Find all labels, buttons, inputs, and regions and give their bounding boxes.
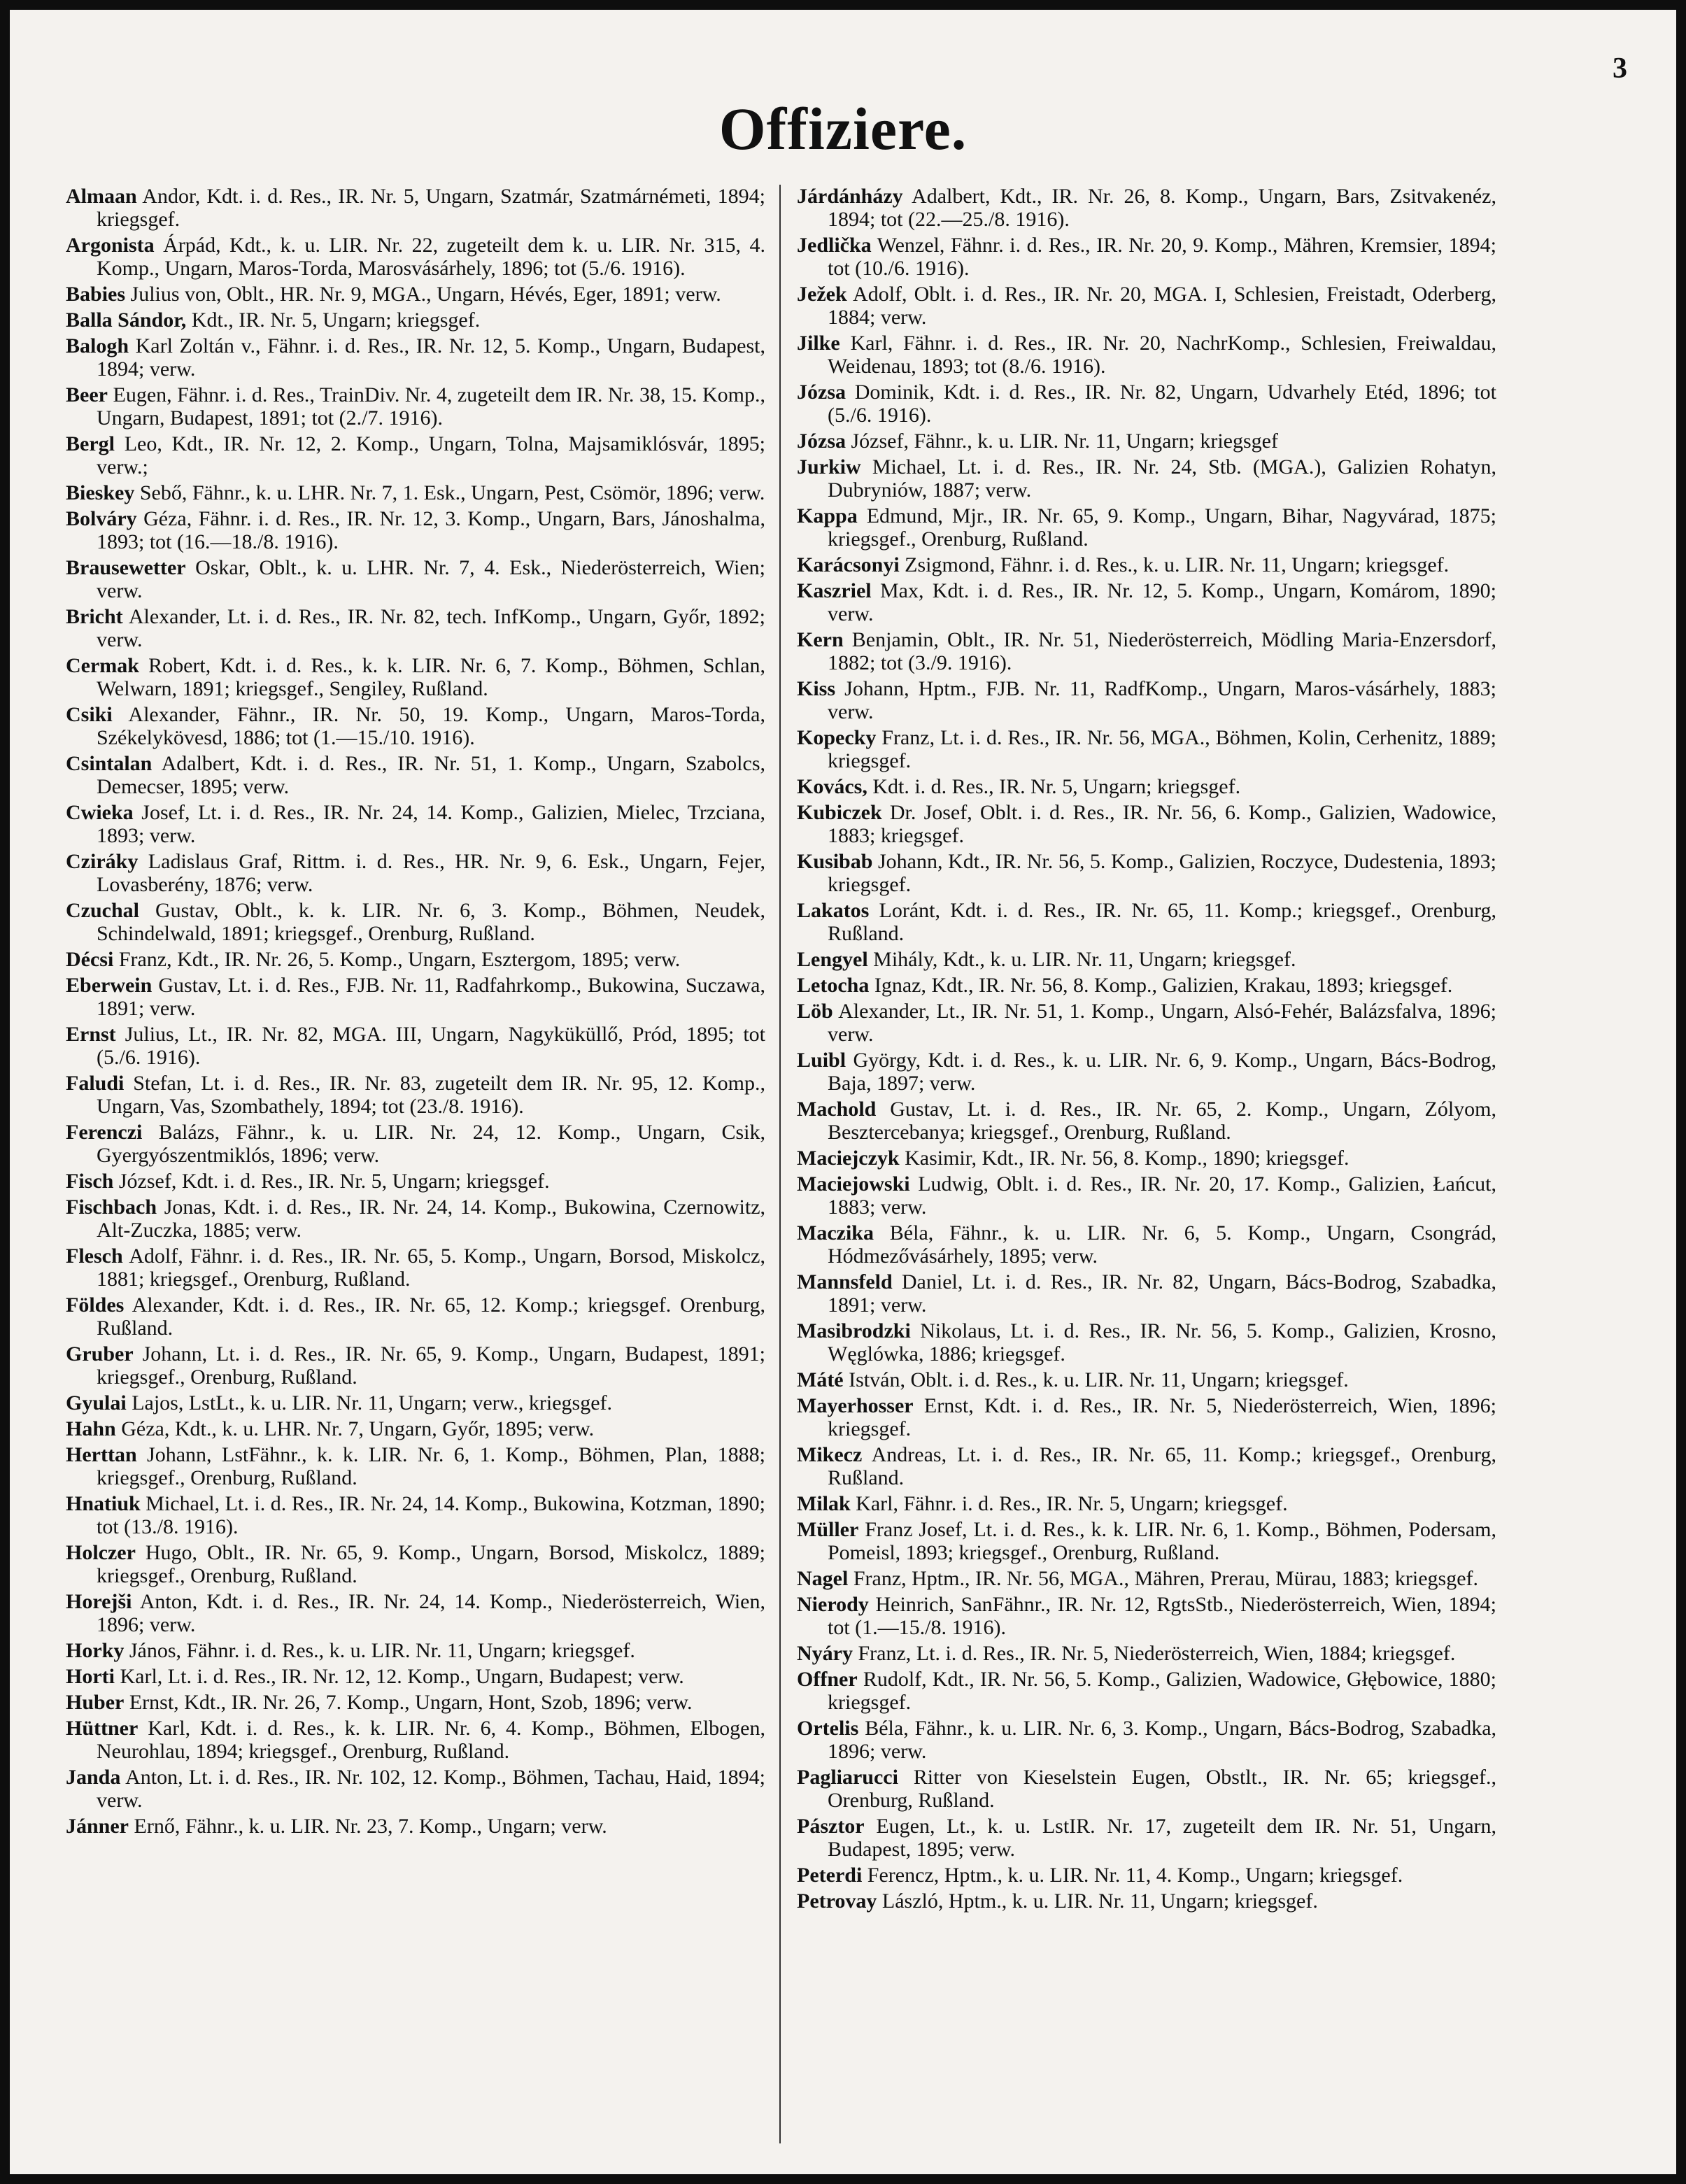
officer-entry: [797, 234, 1496, 280]
officer-details: Zsigmond, Fähnr. i. d. Res., k. u. LIR. Nr. 11, Ungarn; kriegsgef.: [905, 553, 1450, 576]
officer-surname: Gruber: [66, 1342, 134, 1366]
officer-entry: [797, 1717, 1496, 1763]
officer-entry: [797, 455, 1496, 502]
officer-entry: [66, 1639, 765, 1662]
officer-entry: [797, 283, 1496, 329]
officer-surname: Bolváry: [66, 507, 137, 530]
officer-details: Alexander, Fähnr., IR. Nr. 50, 19. Komp., Ungarn, Maros-Torda, Székelykövesd, 1886; tot (1.—15./10. 1916).: [97, 703, 765, 749]
officer-details: Adalbert, Kdt. i. d. Res., IR. Nr. 51, 1. Komp., Ungarn, Szabolcs, Demecser, 1895; verw.: [97, 752, 765, 798]
officer-details: Julius, Lt., IR. Nr. 82, MGA. III, Ungarn, Nagyküküllő, Pród, 1895; tot (5./6. 1916).: [97, 1023, 765, 1069]
officer-surname: Almaan: [66, 185, 137, 208]
officer-details: Leo, Kdt., IR. Nr. 12, 2. Komp., Ungarn, Tolna, Majsamiklósvár, 1895; verw.;: [97, 432, 765, 478]
officer-surname: Pásztor: [797, 1815, 865, 1838]
officer-surname: Kovács,: [797, 775, 867, 798]
officer-entry: [797, 1172, 1496, 1219]
officer-details: Ignaz, Kdt., IR. Nr. 56, 8. Komp., Galizien, Krakau, 1893; kriegsgef.: [874, 974, 1453, 997]
officer-entry: [66, 801, 765, 847]
officer-entry: [797, 1864, 1496, 1887]
officer-entry: [66, 654, 765, 700]
officer-details: Adalbert, Kdt., IR. Nr. 26, 8. Komp., Ungarn, Bars, Zsitvakenéz, 1894; tot (22.—25./8. 1916).: [828, 185, 1496, 231]
officer-surname: Fischbach: [66, 1196, 157, 1219]
officer-entry: [66, 1417, 765, 1440]
officer-entry: [66, 1023, 765, 1069]
officer-surname: Hahn: [66, 1417, 116, 1440]
officer-entry: [797, 1270, 1496, 1317]
officer-surname: Peterdi: [797, 1864, 863, 1887]
officer-details: Johann, Hptm., FJB. Nr. 11, RadfKomp., Ungarn, Maros-vásárhely, 1883; verw.: [828, 677, 1496, 723]
right-column: [797, 185, 1496, 2164]
officer-entry: [797, 1098, 1496, 1144]
officer-surname: Ferenczi: [66, 1121, 143, 1144]
officer-details: Dominik, Kdt. i. d. Res., IR. Nr. 82, Ungarn, Udvarhely Etéd, 1896; tot (5./6. 1916).: [828, 381, 1496, 427]
officer-entry: [797, 974, 1496, 997]
officer-surname: Maczika: [797, 1221, 874, 1245]
officer-entry: [66, 1541, 765, 1587]
officer-entry: [66, 1121, 765, 1167]
officer-entry: [66, 1072, 765, 1118]
officer-details: Max, Kdt. i. d. Res., IR. Nr. 12, 5. Komp., Ungarn, Komárom, 1890; verw.: [828, 579, 1496, 625]
officer-entry: [797, 1147, 1496, 1170]
officer-details: Gustav, Lt. i. d. Res., FJB. Nr. 11, Radfahrkomp., Bukowina, Suczawa, 1891; verw.: [97, 974, 765, 1020]
officer-surname: Józsa: [797, 381, 846, 404]
officer-details: Franz Josef, Lt. i. d. Res., k. k. LIR. Nr. 6, 1. Komp., Böhmen, Podersam, Pomeisl, 1893; kriegsgef., Orenburg, Rußland.: [828, 1518, 1496, 1564]
officer-surname: Lakatos: [797, 899, 870, 922]
officer-surname: Ježek: [797, 283, 847, 306]
officer-details: Michael, Lt. i. d. Res., IR. Nr. 24, Stb. (MGA.), Galizien Rohatyn, Dubryniów, 1887; verw.: [828, 455, 1496, 502]
officer-entry: [66, 185, 765, 231]
officer-surname: Bieskey: [66, 481, 135, 504]
officer-entry: [66, 1590, 765, 1636]
officer-surname: Brausewetter: [66, 556, 186, 579]
officer-entry: [66, 1665, 765, 1688]
officer-details: Nikolaus, Lt. i. d. Res., IR. Nr. 56, 5. Komp., Galizien, Krosno, Węglówka, 1886; kriegsgef.: [828, 1319, 1496, 1366]
officer-surname: Janda: [66, 1766, 121, 1789]
officer-entry: [797, 1668, 1496, 1714]
officer-details: László, Hptm., k. u. LIR. Nr. 11, Ungarn; kriegsgef.: [881, 1889, 1318, 1913]
officer-details: Gustav, Lt. i. d. Res., IR. Nr. 65, 2. Komp., Ungarn, Zólyom, Besztercebanya; kriegsgef., Orenburg, Rußland.: [828, 1098, 1496, 1144]
officer-entry: [797, 332, 1496, 378]
officer-entry: [66, 1717, 765, 1763]
officer-details: Adolf, Fähnr. i. d. Res., IR. Nr. 65, 5. Komp., Ungarn, Borsod, Miskolcz, 1881; kriegsgef., Orenburg, Rußland.: [97, 1245, 765, 1291]
officer-surname: Járdánházy: [797, 185, 903, 208]
page-number: 3: [1613, 52, 1627, 85]
officer-entry: [797, 726, 1496, 772]
officer-details: Benjamin, Oblt., IR. Nr. 51, Niederösterreich, Mödling Maria-Enzersdorf, 1882; tot (3./9. 1916).: [828, 628, 1496, 674]
officer-entry: [66, 507, 765, 553]
officer-surname: Kusibab: [797, 850, 873, 873]
officer-details: Karl, Fähnr. i. d. Res., IR. Nr. 20, NachrKomp., Schlesien, Freiwaldau, Weidenau, 1893; tot (8./6. 1916).: [828, 332, 1496, 378]
officer-entry: [66, 850, 765, 896]
officer-details: Franz, Lt. i. d. Res., IR. Nr. 5, Niederösterreich, Wien, 1884; kriegsgef.: [858, 1642, 1456, 1665]
officer-surname: Jánner: [66, 1815, 129, 1838]
officer-details: Kdt., IR. Nr. 5, Ungarn; kriegsgef.: [191, 309, 481, 332]
officer-details: Andor, Kdt. i. d. Res., IR. Nr. 5, Ungarn, Szatmár, Szatmárnémeti, 1894; kriegsgef.: [97, 185, 765, 231]
officer-details: Karl Zoltán v., Fähnr. i. d. Res., IR. Nr. 12, 5. Komp., Ungarn, Budapest, 1894; verw.: [97, 334, 765, 381]
officer-entry: [797, 185, 1496, 231]
officer-surname: Horejši: [66, 1590, 132, 1613]
officer-details: Kasimir, Kdt., IR. Nr. 56, 8. Komp., 1890; kriegsgef.: [905, 1147, 1349, 1170]
officer-details: Adolf, Oblt. i. d. Res., IR. Nr. 20, MGA. I, Schlesien, Freistadt, Oderberg, 1884; verw.: [828, 283, 1496, 329]
officer-surname: Herttan: [66, 1443, 137, 1466]
officer-details: Julius von, Oblt., HR. Nr. 9, MGA., Ungarn, Hévés, Eger, 1891; verw.: [130, 283, 721, 306]
officer-entry: [797, 381, 1496, 427]
officer-surname: Kopecky: [797, 726, 877, 749]
officer-entry: [797, 1394, 1496, 1440]
officer-details: Sebő, Fähnr., k. u. LHR. Nr. 7, 1. Esk., Ungarn, Pest, Csömör, 1896; verw.: [139, 481, 765, 504]
officer-details: Anton, Kdt. i. d. Res., IR. Nr. 24, 14. Komp., Niederösterreich, Wien, 1896; verw.: [97, 1590, 765, 1636]
officer-entry: [66, 605, 765, 651]
officer-surname: Mayerhosser: [797, 1394, 914, 1417]
officer-entry: [797, 579, 1496, 625]
officer-entry: [797, 850, 1496, 896]
officer-details: Andreas, Lt. i. d. Res., IR. Nr. 65, 11. Komp.; kriegsgef., Orenburg, Rußland.: [828, 1443, 1496, 1489]
officer-surname: Maciejczyk: [797, 1147, 900, 1170]
officer-surname: Cwieka: [66, 801, 134, 824]
officer-details: Ferencz, Hptm., k. u. LIR. Nr. 11, 4. Komp., Ungarn; kriegsgef.: [867, 1864, 1403, 1887]
officer-surname: Kappa: [797, 504, 858, 527]
officer-surname: Eberwein: [66, 974, 153, 997]
officer-entry: [797, 677, 1496, 723]
officer-surname: Máté: [797, 1368, 844, 1391]
officer-surname: Cziráky: [66, 850, 139, 873]
officer-entry: [66, 899, 765, 945]
officer-surname: Argonista: [66, 234, 155, 257]
officer-surname: Cermak: [66, 654, 139, 677]
officer-details: Mihály, Kdt., k. u. LIR. Nr. 11, Ungarn; kriegsgef.: [873, 948, 1296, 971]
officer-details: Géza, Fähnr. i. d. Res., IR. Nr. 12, 3. Komp., Ungarn, Bars, Jánoshalma, 1893; tot (16.—18./8. 1916).: [97, 507, 765, 553]
officer-details: Ladislaus Graf, Rittm. i. d. Res., HR. Nr. 9, 6. Esk., Ungarn, Fejer, Lovasberény, 1876; verw.: [97, 850, 765, 896]
officer-entry: [66, 752, 765, 798]
officer-surname: Offner: [797, 1668, 858, 1691]
officer-details: Géza, Kdt., k. u. LHR. Nr. 7, Ungarn, Győr, 1895; verw.: [121, 1417, 595, 1440]
officer-surname: Balla Sándor,: [66, 309, 187, 332]
officer-surname: Gyulai: [66, 1391, 127, 1414]
officer-details: Karl, Fähnr. i. d. Res., IR. Nr. 5, Ungarn; kriegsgef.: [856, 1492, 1288, 1515]
officer-entry: [66, 1443, 765, 1489]
officer-entry: [66, 1342, 765, 1389]
officer-details: József, Kdt. i. d. Res., IR. Nr. 5, Ungarn; kriegsgef.: [118, 1170, 550, 1193]
officer-surname: Holczer: [66, 1541, 136, 1564]
officer-details: Alexander, Lt., IR. Nr. 51, 1. Komp., Ungarn, Alsó-Fehér, Balázsfalva, 1896; verw.: [828, 1000, 1496, 1046]
officer-entry: [797, 775, 1496, 798]
officer-details: Gustav, Oblt., k. k. LIR. Nr. 6, 3. Komp., Böhmen, Neudek, Schindelwald, 1891; kriegsgef., Orenburg, Rußland.: [97, 899, 765, 945]
officer-surname: Beer: [66, 383, 108, 406]
officer-entry: [797, 628, 1496, 674]
officer-details: Franz, Kdt., IR. Nr. 26, 5. Komp., Ungarn, Esztergom, 1895; verw.: [118, 948, 681, 971]
officer-surname: Hüttner: [66, 1717, 139, 1740]
officer-surname: Fisch: [66, 1170, 114, 1193]
officer-entry: [66, 1196, 765, 1242]
officer-surname: Mikecz: [797, 1443, 863, 1466]
officer-surname: Lengyel: [797, 948, 868, 971]
officer-surname: Horky: [66, 1639, 125, 1662]
officer-entry: [66, 556, 765, 602]
officer-surname: Nierody: [797, 1593, 869, 1616]
officer-surname: Nagel: [797, 1567, 849, 1590]
officer-surname: Pagliarucci: [797, 1766, 898, 1789]
officer-entry: [797, 1000, 1496, 1046]
officer-details: Robert, Kdt. i. d. Res., k. k. LIR. Nr. 6, 7. Komp., Böhmen, Schlan, Welwarn, 1891; kriegsgef., Sengiley, Rußland.: [97, 654, 765, 700]
officer-entry: [797, 1642, 1496, 1665]
officer-details: Franz, Lt. i. d. Res., IR. Nr. 56, MGA., Böhmen, Kolin, Cerhenitz, 1889; kriegsgef.: [828, 726, 1496, 772]
officer-surname: Józsa: [797, 430, 846, 453]
officer-surname: Jilke: [797, 332, 840, 355]
officer-surname: Petrovay: [797, 1889, 877, 1913]
officer-surname: Bergl: [66, 432, 115, 455]
officer-entry: [797, 1492, 1496, 1515]
officer-details: Rudolf, Kdt., IR. Nr. 56, 5. Komp., Galizien, Wadowice, Głębowice, 1880; kriegsgef.: [828, 1668, 1496, 1714]
officer-surname: Csintalan: [66, 752, 153, 775]
officer-entry: [797, 1368, 1496, 1391]
officer-details: György, Kdt. i. d. Res., k. u. LIR. Nr. 6, 9. Komp., Ungarn, Bács-Bodrog, Baja, 1897; verw.: [828, 1049, 1496, 1095]
officer-details: Ernst, Kdt. i. d. Res., IR. Nr. 5, Niederösterreich, Wien, 1896; kriegsgef.: [828, 1394, 1496, 1440]
officer-surname: Kern: [797, 628, 844, 651]
officer-details: Josef, Lt. i. d. Res., IR. Nr. 24, 14. Komp., Galizien, Mielec, Trzciana, 1893; verw.: [97, 801, 765, 847]
officer-details: Daniel, Lt. i. d. Res., IR. Nr. 82, Ungarn, Bács-Bodrog, Szabadka, 1891; verw.: [828, 1270, 1496, 1317]
officer-details: József, Fähnr., k. u. LIR. Nr. 11, Ungarn; kriegsgef: [851, 430, 1278, 453]
officer-entry: [797, 430, 1496, 453]
officer-details: Karl, Kdt. i. d. Res., k. k. LIR. Nr. 6, 4. Komp., Böhmen, Elbogen, Neurohlau, 1894; kriegsgef., Orenburg, Rußland.: [97, 1717, 765, 1763]
officer-entry: [797, 1319, 1496, 1366]
officer-entry: [66, 1170, 765, 1193]
officer-details: Franz, Hptm., IR. Nr. 56, MGA., Mähren, Prerau, Mürau, 1883; kriegsgef.: [853, 1567, 1479, 1590]
column-divider: [779, 185, 781, 2143]
officer-surname: Décsi: [66, 948, 114, 971]
officer-details: Eugen, Lt., k. u. LstIR. Nr. 17, zugeteilt dem IR. Nr. 51, Ungarn, Budapest, 1895; verw.: [828, 1815, 1496, 1861]
officer-surname: Jedlička: [797, 234, 872, 257]
officer-details: Stefan, Lt. i. d. Res., IR. Nr. 83, zugeteilt dem IR. Nr. 95, 12. Komp., Ungarn, Vas, Szombathely, 1894; tot (23./8. 1916).: [97, 1072, 765, 1118]
officer-details: Béla, Fähnr., k. u. LIR. Nr. 6, 5. Komp., Ungarn, Csongrád, Hódmezővásárhely, 1895; verw.: [828, 1221, 1496, 1268]
officer-entry: [66, 1766, 765, 1812]
officer-surname: Karácsonyi: [797, 553, 900, 576]
officer-details: Béla, Fähnr., k. u. LIR. Nr. 6, 3. Komp., Ungarn, Bács-Bodrog, Szabadka, 1896; verw.: [828, 1717, 1496, 1763]
officer-entry: [66, 1691, 765, 1714]
officer-entry: [66, 481, 765, 504]
page-title: Offiziere.: [718, 95, 968, 162]
officer-details: Alexander, Lt. i. d. Res., IR. Nr. 82, tech. InfKomp., Ungarn, Győr, 1892; verw.: [97, 605, 765, 651]
officer-surname: Ernst: [66, 1023, 116, 1046]
officer-entry: [797, 1049, 1496, 1095]
officer-entry: [66, 948, 765, 971]
officer-entry: [797, 1221, 1496, 1268]
officer-entry: [797, 899, 1496, 945]
officer-details: Ernő, Fähnr., k. u. LIR. Nr. 23, 7. Komp., Ungarn; verw.: [134, 1815, 607, 1838]
officer-details: János, Fähnr. i. d. Res., k. u. LIR. Nr. 11, Ungarn; kriegsgef.: [129, 1639, 635, 1662]
officer-details: Heinrich, SanFähnr., IR. Nr. 12, RgtsStb., Niederösterreich, Wien, 1894; tot (1.—15./8. 1916).: [828, 1593, 1496, 1639]
officer-entry: [66, 383, 765, 430]
officer-entry: [797, 1443, 1496, 1489]
officer-entry: [66, 334, 765, 381]
officer-details: Loránt, Kdt. i. d. Res., IR. Nr. 65, 11. Komp.; kriegsgef., Orenburg, Rußland.: [828, 899, 1496, 945]
officer-details: Johann, Kdt., IR. Nr. 56, 5. Komp., Galizien, Roczyce, Dudestenia, 1893; kriegsgef.: [828, 850, 1496, 896]
officer-entry: [66, 1293, 765, 1340]
officer-entry: [797, 1889, 1496, 1913]
officer-surname: Kubiczek: [797, 801, 882, 824]
officer-surname: Huber: [66, 1691, 125, 1714]
officer-details: Balázs, Fähnr., k. u. LIR. Nr. 24, 12. Komp., Ungarn, Csik, Gyergyószentmiklós, 1896; verw.: [97, 1121, 765, 1167]
officer-surname: Csiki: [66, 703, 113, 726]
officer-details: Ludwig, Oblt. i. d. Res., IR. Nr. 20, 17. Komp., Galizien, Łańcut, 1883; verw.: [828, 1172, 1496, 1219]
officer-details: Karl, Lt. i. d. Res., IR. Nr. 12, 12. Komp., Ungarn, Budapest; verw.: [120, 1665, 684, 1688]
officer-entry: [66, 1492, 765, 1538]
officer-details: Anton, Lt. i. d. Res., IR. Nr. 102, 12. Komp., Böhmen, Tachau, Haid, 1894; verw.: [97, 1766, 765, 1812]
officer-entry: [66, 974, 765, 1020]
officer-details: Hugo, Oblt., IR. Nr. 65, 9. Komp., Ungarn, Borsod, Miskolcz, 1889; kriegsgef., Orenburg, Rußland.: [97, 1541, 765, 1587]
officer-details: Jonas, Kdt. i. d. Res., IR. Nr. 24, 14. Komp., Bukowina, Czernowitz, Alt-Zuczka, 1885; verw.: [97, 1196, 765, 1242]
officer-details: Eugen, Fähnr. i. d. Res., TrainDiv. Nr. 4, zugeteilt dem IR. Nr. 38, 15. Komp., Ungarn, Budapest, 1891; tot (2./7. 1916).: [97, 383, 765, 430]
officer-surname: Flesch: [66, 1245, 123, 1268]
officer-entry: [797, 1766, 1496, 1812]
officer-details: Wenzel, Fähnr. i. d. Res., IR. Nr. 20, 9. Komp., Mähren, Kremsier, 1894; tot (10./6. 1916).: [828, 234, 1496, 280]
officer-entry: [66, 1391, 765, 1414]
officer-entry: [66, 1815, 765, 1838]
officer-entry: [797, 553, 1496, 576]
officer-details: Johann, Lt. i. d. Res., IR. Nr. 65, 9. Komp., Ungarn, Budapest, 1891; kriegsgef., Orenburg, Rußland.: [97, 1342, 765, 1389]
officer-surname: Masibrodzki: [797, 1319, 911, 1342]
officer-entry: [797, 801, 1496, 847]
officer-entry: [66, 703, 765, 749]
officer-surname: Maciejowski: [797, 1172, 910, 1196]
officer-details: Johann, LstFähnr., k. k. LIR. Nr. 6, 1. Komp., Böhmen, Plan, 1888; kriegsgef., Orenburg, Rußland.: [97, 1443, 765, 1489]
officer-details: Lajos, LstLt., k. u. LIR. Nr. 11, Ungarn; verw., kriegsgef.: [132, 1391, 613, 1414]
officer-surname: Löb: [797, 1000, 833, 1023]
officer-surname: Hnatiuk: [66, 1492, 141, 1515]
officer-entry: [66, 432, 765, 478]
officer-details: Árpád, Kdt., k. u. LIR. Nr. 22, zugeteilt dem k. u. LIR. Nr. 315, 4. Komp., Ungarn, Maros-Torda, Marosvásárhely, 1896; tot (5./6. 1916).: [97, 234, 765, 280]
officer-surname: Jurkiw: [797, 455, 861, 478]
officer-entry: [66, 1245, 765, 1291]
officer-surname: Kiss: [797, 677, 836, 700]
officer-entry: [797, 504, 1496, 551]
officer-entry: [797, 948, 1496, 971]
officer-surname: Luibl: [797, 1049, 846, 1072]
officer-details: Alexander, Kdt. i. d. Res., IR. Nr. 65, 12. Komp.; kriegsgef. Orenburg, Rußland.: [97, 1293, 765, 1340]
officer-surname: Nyáry: [797, 1642, 853, 1665]
officer-surname: Milak: [797, 1492, 851, 1515]
officer-details: Michael, Lt. i. d. Res., IR. Nr. 24, 14. Komp., Bukowina, Kotzman, 1890; tot (13./8. 1916).: [97, 1492, 765, 1538]
officer-details: Ernst, Kdt., IR. Nr. 26, 7. Komp., Ungarn, Hont, Szob, 1896; verw.: [129, 1691, 693, 1714]
officer-surname: Faludi: [66, 1072, 125, 1095]
officer-entry: [66, 283, 765, 306]
officer-entry: [797, 1815, 1496, 1861]
officer-surname: Balogh: [66, 334, 129, 357]
officer-surname: Babies: [66, 283, 126, 306]
officer-surname: Ortelis: [797, 1717, 859, 1740]
officer-details: Ritter von Kieselstein Eugen, Obstlt., IR. Nr. 65; kriegsgef., Orenburg, Rußland.: [828, 1766, 1496, 1812]
officer-entry: [66, 234, 765, 280]
officer-entry: [797, 1567, 1496, 1590]
officer-surname: Czuchal: [66, 899, 139, 922]
officer-details: Dr. Josef, Oblt. i. d. Res., IR. Nr. 56, 6. Komp., Galizien, Wadowice, 1883; kriegsgef.: [828, 801, 1496, 847]
officer-details: Oskar, Oblt., k. u. LHR. Nr. 7, 4. Esk., Niederösterreich, Wien; verw.: [97, 556, 765, 602]
officer-entry: [66, 309, 765, 332]
officer-surname: Bricht: [66, 605, 123, 628]
officer-surname: Müller: [797, 1518, 859, 1541]
officer-entry: [797, 1593, 1496, 1639]
officer-details: Kdt. i. d. Res., IR. Nr. 5, Ungarn; kriegsgef.: [872, 775, 1241, 798]
officer-surname: Letocha: [797, 974, 870, 997]
officer-surname: Földes: [66, 1293, 125, 1317]
officer-entry: [797, 1518, 1496, 1564]
officer-details: Edmund, Mjr., IR. Nr. 65, 9. Komp., Ungarn, Bihar, Nagyvárad, 1875; kriegsgef., Orenburg, Rußland.: [828, 504, 1496, 551]
officer-surname: Kaszriel: [797, 579, 872, 602]
officer-surname: Horti: [66, 1665, 115, 1688]
officer-surname: Mannsfeld: [797, 1270, 893, 1293]
officer-details: István, Oblt. i. d. Res., k. u. LIR. Nr. 11, Ungarn; kriegsgef.: [849, 1368, 1349, 1391]
left-column: [66, 185, 765, 2164]
officer-surname: Machold: [797, 1098, 877, 1121]
